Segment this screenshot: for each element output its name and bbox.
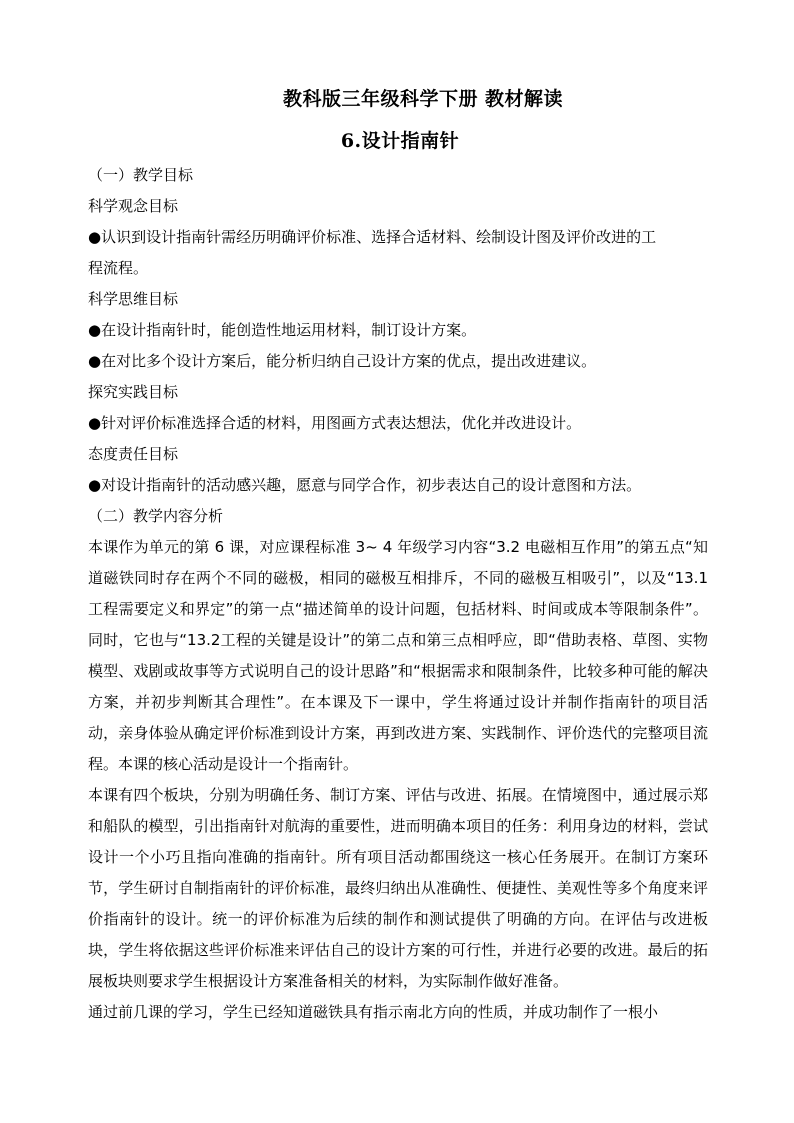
bullet-science-thinking-2: ●在对比多个设计方案后，能分析归纳自己设计方案的优点，提出改进建议。	[88, 352, 597, 370]
section-heading-content: （二）教学内容分析	[88, 507, 224, 525]
paragraph-2: 本课有四个板块，分别为明确任务、制订方案、评估与改进、拓展。在情境图中，通过展示郑和船队的模型，引出指南针对航海的重要性，进而明确本项目的任务：利用身边的材料，尝试设计一个小巧且指向准确的指南针。所有项目活动都围绕这一核心任务展开。在制订方案环节，学生研讨自制指南针的评价标准，最终归纳出从准确性、便捷性、美观性等多个角度来评价指南针的设计。统一的评价标准为后续的制作和测试提供了明确的方向。在评估与改进板块，学生将依据这些评价标准来评估自己的设计方案的可行性，并进行必要的改进。最后的拓展板块则要求学生根据设计方案准备相关的材料，为实际制作做好准备。	[88, 786, 708, 990]
section-heading-objectives: （一）教学目标	[88, 166, 194, 184]
subheading-science-concept: 科学观念目标	[88, 197, 179, 215]
subheading-science-thinking: 科学思维目标	[88, 290, 179, 308]
subheading-attitude: 态度责任目标	[88, 445, 179, 463]
document-title: 教科版三年级科学下册 教材解读	[282, 88, 564, 110]
bullet-attitude: ●对设计指南针的活动感兴趣，愿意与同学合作，初步表达自己的设计意图和方法。	[88, 476, 642, 494]
paragraph-1: 本课作为单元的第 6 课，对应课程标准 3~ 4 年级学习内容“3.2 电磁相互作用”的第五点“知道磁铁同时存在两个不同的磁极，相同的磁极互相排斥，不同的磁极互相吸引”，以及“13.1 工程需要定义和界定”的第一点“描述简单的设计问题，包括材料、时间或成本等限制条件”。同时，它也与“13.2工程的关键是设计”的第二点和第三点相呼应，即“借助表格、草图、实物模型、戏剧或故事等方式说明自己的设计思路”和“根据需求和限制条件，比较多种可能的解决方案，并初步判断其合理性”。在本课及下一课中，学生将通过设计并制作指南针的项目活动，亲身体验从确定评价标准到设计方案，再到改进方案、实践制作、评价迭代的完整项目流程。本课的核心活动是设计一个指南针。	[88, 538, 708, 773]
bullet-inquiry: ●针对评价标准选择合适的材料，用图画方式表达想法，优化并改进设计。	[88, 414, 582, 432]
bullet-science-concept-line1: ●认识到设计指南针需经历明确评价标准、选择合适材料、绘制设计图及评价改进的工	[88, 228, 657, 246]
bullet-science-thinking-1: ●在设计指南针时，能创造性地运用材料，制订设计方案。	[88, 321, 477, 339]
paragraph-3: 通过前几课的学习，学生已经知道磁铁具有指示南北方向的性质，并成功制作了一根小	[88, 1003, 659, 1021]
bullet-science-concept-line2: 程流程。	[88, 259, 149, 277]
document-body	[88, 160, 708, 1028]
subheading-inquiry: 探究实践目标	[88, 383, 179, 401]
document-subtitle: 6.设计指南针	[340, 130, 460, 152]
